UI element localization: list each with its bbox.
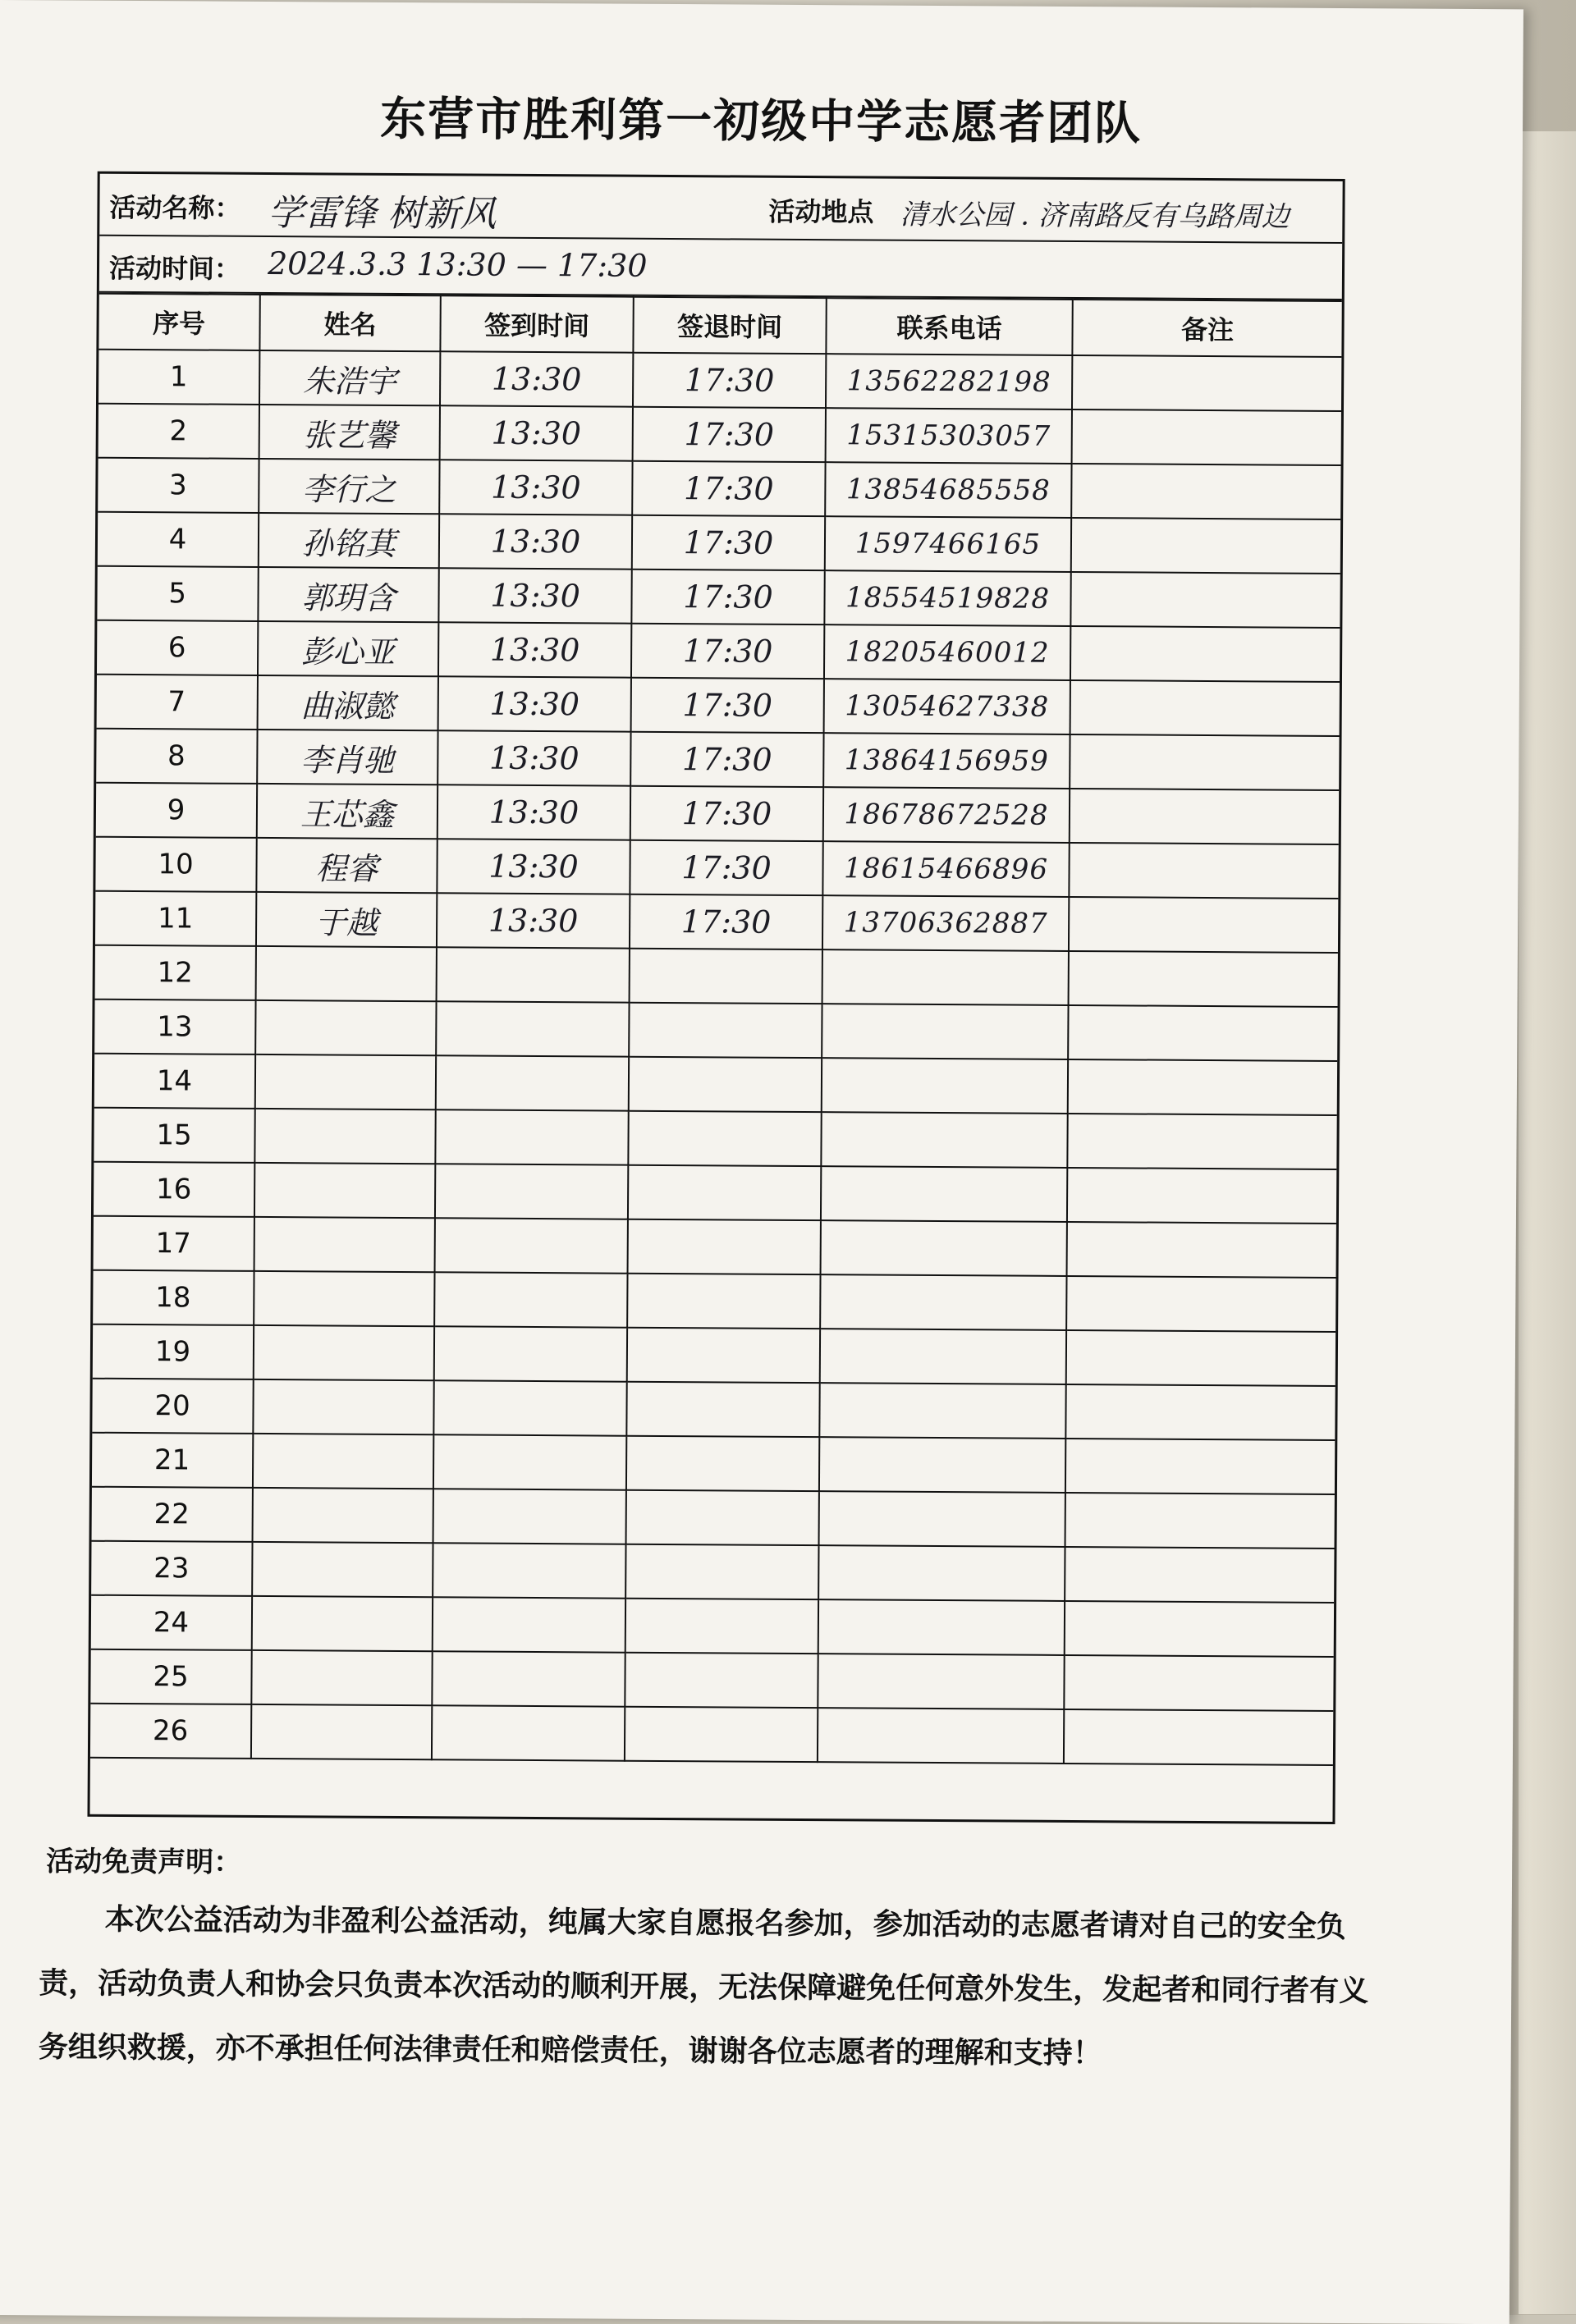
cell-name: 孙铭萁 <box>259 513 439 568</box>
cell-name <box>254 1109 435 1164</box>
cell-index: 18 <box>93 1270 254 1325</box>
cell-sign-in-time: 13:30 <box>438 785 630 839</box>
cell-sign-out-time: 17:30 <box>630 732 823 787</box>
cell-note <box>1069 897 1338 953</box>
cell-name <box>256 946 437 1001</box>
cell-phone <box>818 1545 1065 1601</box>
cell-sign-out-time <box>630 949 822 1004</box>
cell-sign-out-time: 17:30 <box>630 894 822 949</box>
cell-name: 王芯鑫 <box>257 784 438 839</box>
table-row <box>98 512 1340 574</box>
cell-index: 24 <box>91 1595 252 1650</box>
cell-sign-out-time: 17:30 <box>633 353 826 408</box>
cell-note <box>1070 626 1340 682</box>
cell-sign-out-time: 17:30 <box>632 461 825 516</box>
cell-phone <box>820 1329 1066 1384</box>
cell-name <box>254 1325 434 1380</box>
cell-sign-in-time <box>432 1651 625 1706</box>
cell-index: 10 <box>95 837 256 892</box>
table-row <box>98 404 1341 465</box>
cell-note <box>1065 1547 1334 1603</box>
cell-sign-out-time: 17:30 <box>633 407 826 462</box>
table-row <box>92 1487 1335 1549</box>
cell-name: 曲淑懿 <box>258 675 438 730</box>
cell-sign-in-time <box>436 1055 629 1110</box>
cell-index: 5 <box>97 566 258 621</box>
cell-note <box>1070 789 1339 844</box>
cell-name <box>254 1163 435 1218</box>
cell-sign-in-time <box>436 1001 629 1056</box>
cell-sign-out-time <box>626 1382 819 1437</box>
header-name: 姓名 <box>259 295 440 351</box>
table-header-row <box>98 294 1341 357</box>
table-row <box>91 1541 1334 1603</box>
cell-phone: 13562282198 <box>826 354 1072 409</box>
header-index: 序号 <box>98 294 259 350</box>
cell-index: 14 <box>94 1054 255 1109</box>
activity-name-value: 学雷锋 树新风 <box>268 191 497 236</box>
header-note: 备注 <box>1072 300 1341 357</box>
cell-phone: 13054627338 <box>824 679 1070 734</box>
cell-note <box>1065 1439 1335 1494</box>
cell-phone: 13864156959 <box>823 733 1070 789</box>
cell-sign-in-time: 13:30 <box>438 622 631 677</box>
cell-sign-in-time <box>432 1705 625 1760</box>
cell-name <box>252 1596 433 1651</box>
cell-sign-out-time: 17:30 <box>630 786 823 841</box>
cell-sign-in-time: 13:30 <box>438 676 631 731</box>
cell-name <box>251 1704 432 1759</box>
activity-time-value: 2024.3.3 13:30 — 17:30 <box>267 245 648 284</box>
cell-phone: 18205460012 <box>824 624 1070 680</box>
cell-name <box>252 1542 433 1597</box>
cell-sign-in-time <box>433 1597 625 1652</box>
activity-name-row <box>99 174 1342 244</box>
table-row <box>90 1704 1333 1765</box>
cell-index: 9 <box>96 783 257 838</box>
activity-time-row <box>99 236 1342 300</box>
table-row <box>93 1324 1335 1386</box>
cell-index: 4 <box>98 512 259 567</box>
table-row <box>97 675 1340 736</box>
cell-phone <box>822 949 1069 1005</box>
header-phone: 联系电话 <box>826 298 1072 355</box>
table-row <box>95 945 1338 1007</box>
cell-note <box>1069 843 1338 899</box>
header-sign-in-time: 签到时间 <box>440 295 633 352</box>
cell-note <box>1069 951 1338 1007</box>
cell-note <box>1067 1114 1336 1169</box>
cell-index: 7 <box>97 675 258 730</box>
cell-sign-in-time: 13:30 <box>440 405 633 460</box>
cell-phone: 18678672528 <box>823 787 1070 843</box>
cell-name <box>253 1488 433 1543</box>
cell-index: 20 <box>92 1379 253 1434</box>
cell-sign-in-time <box>433 1543 625 1598</box>
cell-note <box>1071 518 1340 574</box>
cell-name <box>255 1000 436 1055</box>
cell-index: 22 <box>92 1487 253 1542</box>
cell-sign-out-time <box>627 1328 820 1383</box>
cell-note <box>1066 1276 1335 1332</box>
cell-name: 郭玥含 <box>258 567 438 622</box>
cell-sign-in-time <box>433 1489 626 1544</box>
cell-name <box>254 1217 435 1272</box>
cell-index: 2 <box>98 404 259 459</box>
cell-sign-out-time: 17:30 <box>631 678 824 733</box>
sheet-title: 东营市胜利第一初级中学志愿者团队 <box>379 92 1143 151</box>
table-row <box>94 1000 1337 1061</box>
cell-note <box>1068 1059 1337 1115</box>
disclaimer-body: 本次公益活动为非盈利公益活动，纯属大家自愿报名参加，参加活动的志愿者请对自己的安全负责，活动负责人和协会只负责本次活动的顺利开展，无法保障避免任何意外发生，发起者和同行者有义务组织救援，亦不承担任何法律责任和赔偿责任，谢谢各位志愿者的理解和支持！ <box>38 1902 1369 2071</box>
table-row <box>94 1108 1336 1169</box>
cell-index: 21 <box>92 1433 253 1488</box>
cell-note <box>1070 680 1340 736</box>
cell-phone <box>819 1437 1065 1493</box>
cell-sign-in-time: 13:30 <box>437 893 630 948</box>
cell-note <box>1066 1330 1335 1386</box>
activity-location-label: 活动地点 <box>768 195 874 228</box>
table-row <box>96 729 1339 790</box>
cell-note <box>1072 409 1341 465</box>
cell-index: 25 <box>90 1649 251 1704</box>
cell-sign-out-time <box>629 1057 822 1112</box>
volunteer-table <box>90 293 1342 1766</box>
header-sign-out-time: 签退时间 <box>633 297 826 354</box>
table-row <box>90 1649 1333 1711</box>
cell-sign-out-time <box>625 1707 818 1762</box>
cell-note <box>1072 355 1341 411</box>
cell-phone <box>820 1274 1066 1330</box>
cell-sign-out-time <box>628 1219 821 1274</box>
cell-index: 17 <box>94 1216 254 1271</box>
table-body <box>90 350 1341 1765</box>
sign-in-form <box>87 172 1345 1824</box>
cell-index: 26 <box>90 1704 251 1759</box>
cell-sign-in-time: 13:30 <box>437 839 630 894</box>
table-row <box>98 458 1340 519</box>
cell-index: 1 <box>98 350 259 405</box>
cell-name: 李行之 <box>259 459 439 514</box>
cell-phone <box>822 1004 1068 1059</box>
underlying-paper-edge <box>1517 131 1576 2314</box>
cell-sign-in-time <box>437 947 630 1002</box>
cell-phone: 18615466896 <box>822 841 1069 897</box>
cell-sign-out-time <box>625 1653 818 1708</box>
cell-phone <box>819 1491 1065 1547</box>
cell-note <box>1067 1222 1336 1278</box>
cell-name: 李肖驰 <box>257 730 438 785</box>
table-row <box>91 1595 1334 1657</box>
cell-name <box>253 1379 433 1434</box>
cell-name <box>254 1271 434 1326</box>
cell-sign-in-time: 13:30 <box>438 730 630 785</box>
cell-sign-in-time: 13:30 <box>439 460 632 515</box>
cell-name: 张艺馨 <box>259 405 440 460</box>
table-row <box>97 566 1340 628</box>
cell-name: 程睿 <box>256 838 437 893</box>
table-row <box>95 891 1338 953</box>
cell-note <box>1070 572 1340 628</box>
activity-location-value: 清水公园 . 济南路反有乌路周边 <box>900 198 1290 234</box>
cell-note <box>1065 1601 1334 1657</box>
cell-sign-out-time <box>629 1003 822 1058</box>
cell-name: 于越 <box>256 892 437 947</box>
activity-name-label: 活动名称： <box>109 191 241 224</box>
cell-sign-in-time <box>434 1272 627 1327</box>
cell-index: 6 <box>97 620 258 675</box>
cell-index: 12 <box>95 945 256 1000</box>
cell-sign-out-time: 17:30 <box>632 515 825 570</box>
table-row <box>92 1379 1335 1440</box>
disclaimer-title: 活动免责声明： <box>46 1845 242 1879</box>
cell-sign-out-time: 17:30 <box>631 624 824 679</box>
cell-name: 彭心亚 <box>258 621 438 676</box>
cell-note <box>1065 1384 1335 1440</box>
table-row <box>93 1270 1335 1332</box>
cell-sign-in-time: 13:30 <box>438 568 631 623</box>
cell-phone <box>819 1383 1065 1439</box>
cell-index: 19 <box>93 1324 254 1379</box>
cell-name: 朱浩宇 <box>259 350 440 405</box>
cell-phone <box>821 1220 1067 1276</box>
cell-phone <box>818 1708 1064 1764</box>
cell-sign-in-time: 13:30 <box>439 514 632 569</box>
cell-name <box>251 1650 432 1705</box>
cell-sign-out-time <box>625 1599 818 1654</box>
cell-phone: 18554519828 <box>824 570 1070 626</box>
cell-note <box>1071 464 1340 519</box>
cell-phone <box>818 1599 1065 1655</box>
cell-note <box>1064 1655 1333 1711</box>
cell-sign-in-time <box>433 1380 626 1435</box>
cell-sign-in-time: 13:30 <box>440 351 633 406</box>
cell-sign-out-time: 17:30 <box>630 840 822 895</box>
cell-note <box>1068 1005 1337 1061</box>
cell-sign-out-time <box>626 1490 819 1545</box>
cell-note <box>1070 734 1339 790</box>
cell-note <box>1067 1168 1336 1224</box>
cell-phone <box>821 1112 1067 1168</box>
cell-sign-in-time <box>435 1109 628 1164</box>
cell-index: 23 <box>91 1541 252 1596</box>
cell-sign-out-time <box>626 1436 819 1491</box>
cell-phone <box>818 1654 1064 1709</box>
cell-index: 3 <box>98 458 259 513</box>
cell-name <box>255 1054 436 1109</box>
cell-sign-in-time <box>433 1434 626 1489</box>
cell-sign-out-time <box>627 1274 820 1329</box>
cell-index: 16 <box>94 1162 254 1217</box>
cell-index: 11 <box>95 891 256 946</box>
table-row <box>92 1433 1335 1494</box>
cell-note <box>1064 1709 1333 1765</box>
table-row <box>94 1162 1336 1224</box>
cell-phone <box>822 1058 1068 1114</box>
table-row <box>94 1054 1337 1115</box>
cell-sign-out-time <box>628 1111 821 1166</box>
cell-phone: 13854685558 <box>825 462 1071 518</box>
cell-index: 15 <box>94 1108 254 1163</box>
cell-index: 8 <box>96 729 257 784</box>
table-row <box>98 350 1341 411</box>
table-row <box>94 1216 1336 1278</box>
cell-phone <box>821 1166 1067 1222</box>
cell-note <box>1065 1493 1335 1549</box>
cell-name <box>253 1434 433 1489</box>
cell-sign-in-time <box>435 1218 628 1273</box>
table-row <box>96 783 1339 844</box>
table-row <box>97 620 1340 682</box>
cell-index: 13 <box>94 1000 255 1054</box>
cell-phone: 15315303057 <box>826 408 1072 464</box>
cell-phone: 13706362887 <box>822 895 1069 951</box>
table-row <box>95 837 1338 899</box>
cell-sign-out-time <box>625 1544 818 1599</box>
cell-phone: 1597466165 <box>825 516 1071 572</box>
cell-sign-out-time <box>628 1165 821 1220</box>
cell-sign-out-time: 17:30 <box>631 570 824 624</box>
activity-time-label: 活动时间： <box>108 252 241 285</box>
cell-sign-in-time <box>435 1164 628 1219</box>
cell-sign-in-time <box>434 1326 627 1381</box>
